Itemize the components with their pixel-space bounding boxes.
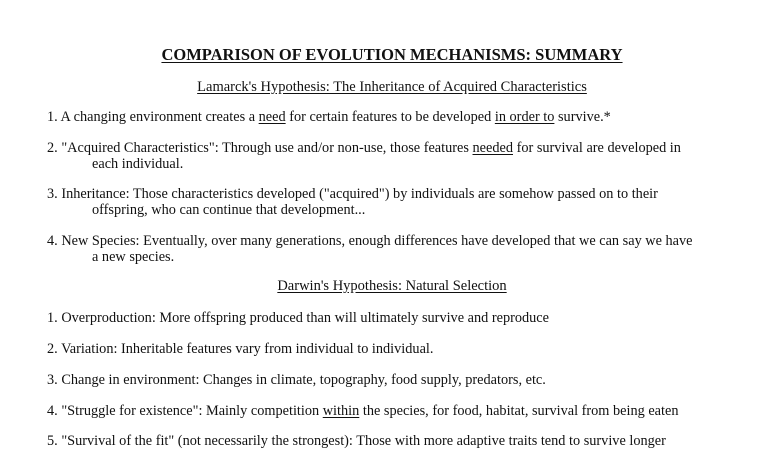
document-title: COMPARISON OF EVOLUTION MECHANISMS: SUMMARY <box>161 45 623 64</box>
darwin-heading: Darwin's Hypothesis: Natural Selection <box>277 278 507 294</box>
darwin-item-4: 4. "Struggle for existence": Mainly competition within the species, for food, habitat, survival from being eaten <box>47 403 679 419</box>
lamarck-item-1: 1. A changing environment creates a need for certain features to be developed in order to survive.* <box>47 109 611 125</box>
darwin-item-2: 2. Variation: Inheritable features vary from individual to individual. <box>47 341 434 357</box>
darwin-item-3: 3. Change in environment: Changes in climate, topography, food supply, predators, etc. <box>47 372 546 388</box>
lamarck-item-4: 4. New Species: Eventually, over many generations, enough differences have developed that we can say we have a new species. <box>47 233 693 265</box>
lamarck-item-3: 3. Inheritance: Those characteristics developed ("acquired") by individuals are somehow passed on to their offspring, who can continue that development... <box>47 186 658 218</box>
darwin-item-5: 5. "Survival of the fit" (not necessarily the strongest): Those with more adaptive traits tend to survive longer <box>47 433 666 449</box>
lamarck-item-2: 2. "Acquired Characteristics": Through use and/or non-use, those features needed for survival are developed in each individual. <box>47 140 681 172</box>
darwin-item-1: 1. Overproduction: More offspring produced than will ultimately survive and reproduce <box>47 310 549 326</box>
lamarck-heading: Lamarck's Hypothesis: The Inheritance of Acquired Characteristics <box>197 79 587 95</box>
